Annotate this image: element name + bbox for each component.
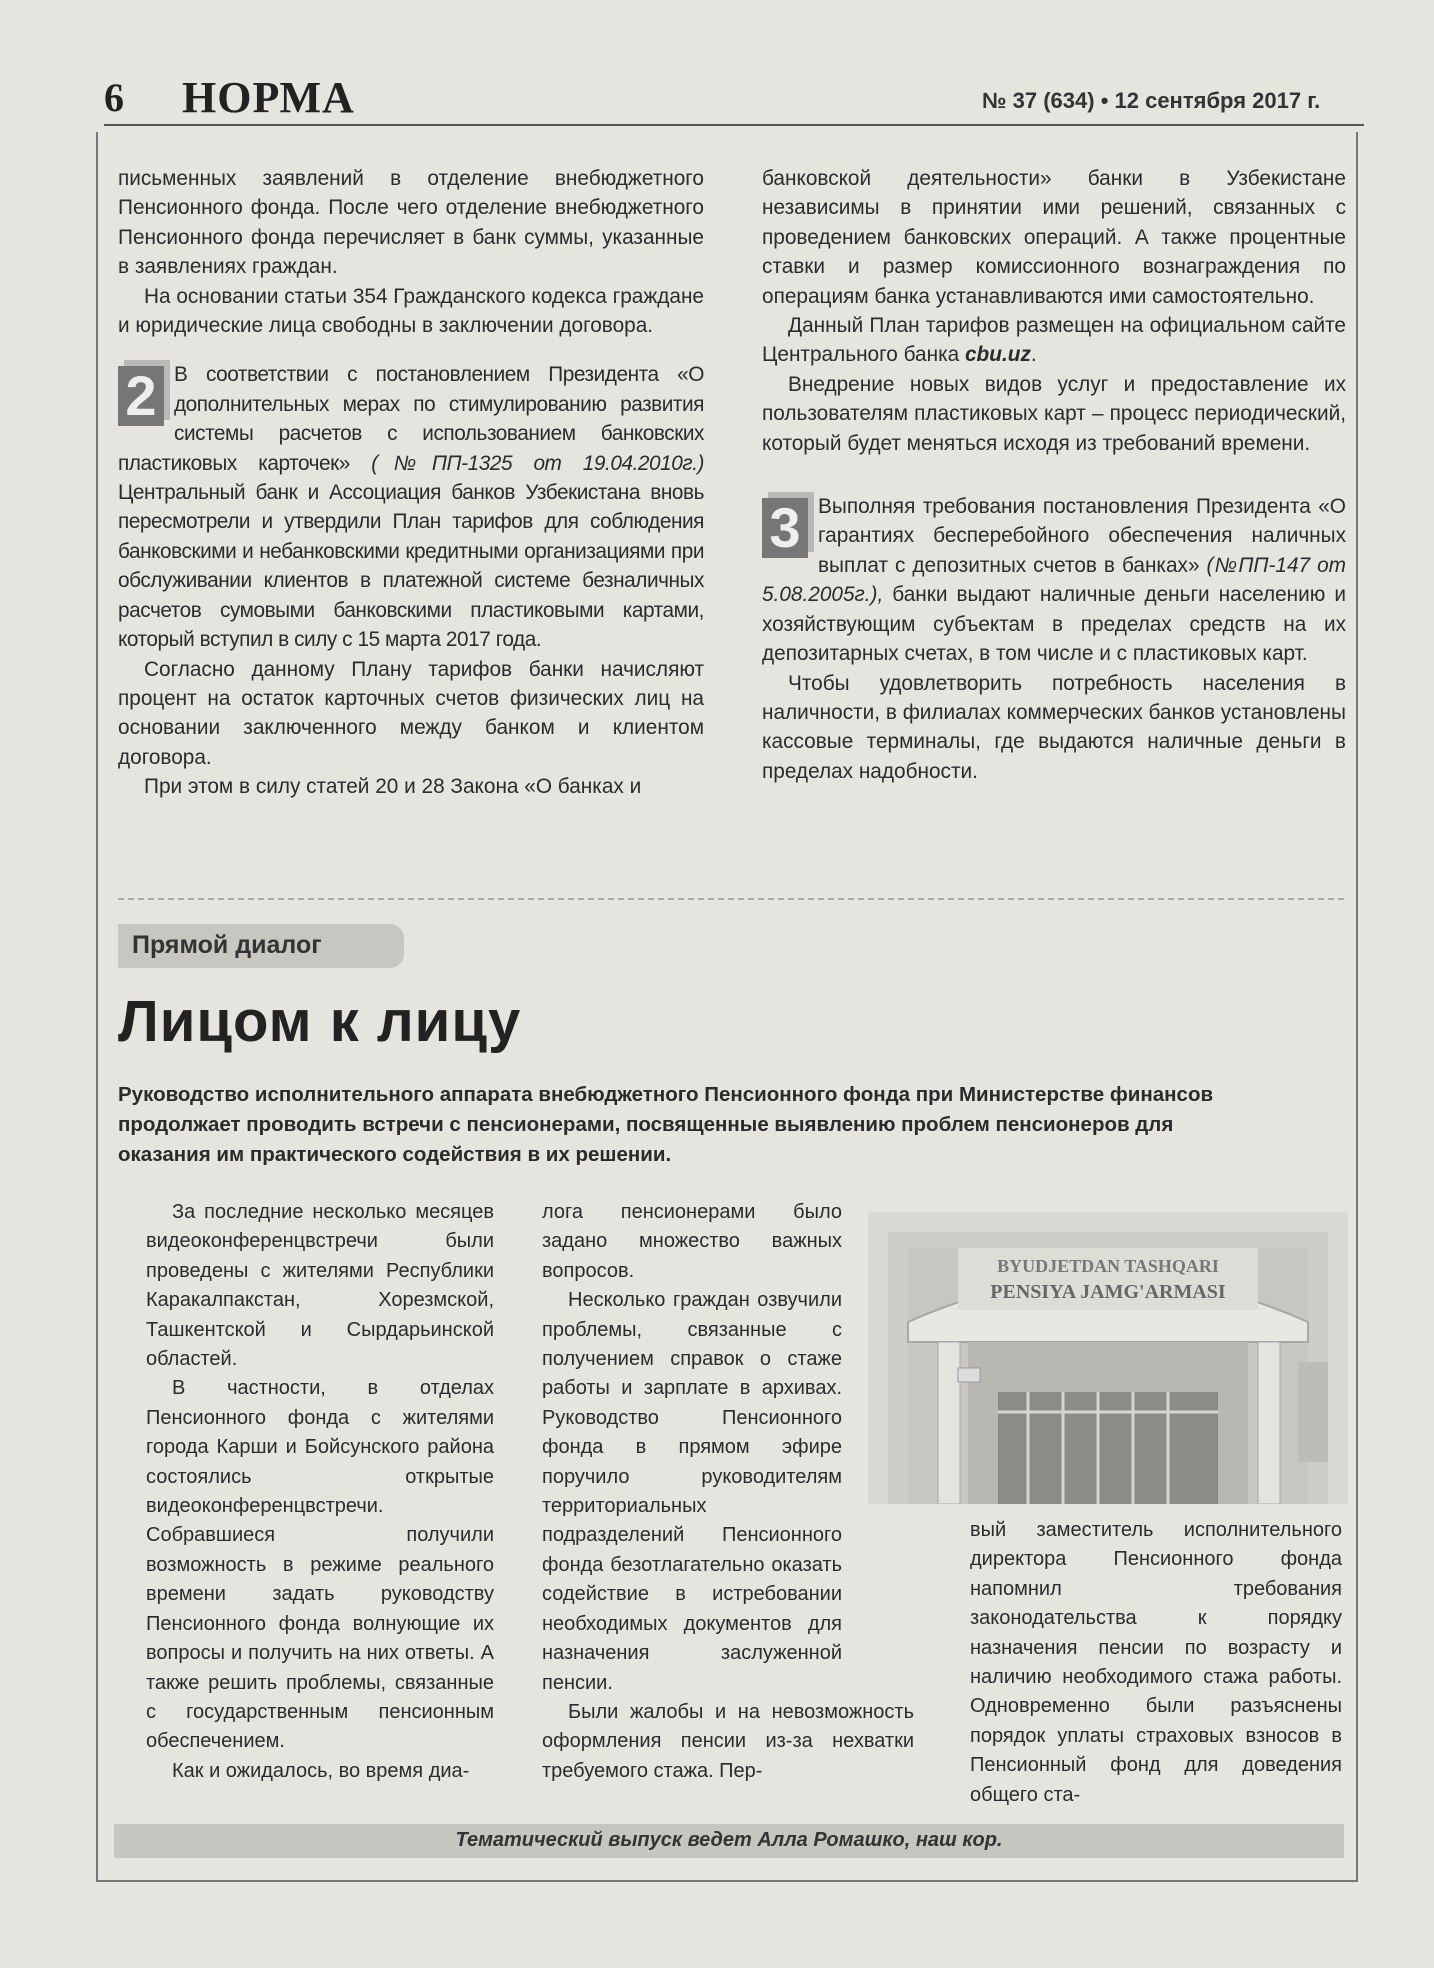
decree-reference: (№ПП-1325 от 19.04.2010г.): [371, 451, 704, 475]
section-divider: [118, 898, 1344, 900]
footer-credit: Тематический выпуск ведет Алла Ромашко, наш кор.: [455, 1829, 1003, 1851]
top-left-column: [118, 164, 704, 802]
paragraph: В частности, в отделах Пенсионного фонда с жителями города Карши и Бойсунского района состоялись открытые видеоконференцвстречи. Собравшиеся получили возможность в режиме реального времени задать руководству Пенсионного фонда волнующие их вопросы и получить на них ответы. А также решить проблемы, связанные с государственным пенсионным обеспечением.: [146, 1377, 494, 1753]
building-photo: [868, 1212, 1348, 1504]
paragraph: При этом в силу статей 20 и 28 Закона «О банках и: [144, 775, 642, 799]
paragraph: Несколько граждан озвучили проблемы, связанные с получением справок о стаже работы и зарплате в архивах. Руководство Пенсионного фонда в прямом эфире поручило руководителям территориальных подразделений Пенсионного фонда безотлагательно оказать содействие в истребовании необходимых документов для назначения заслуженной пенсии.: [542, 1289, 842, 1694]
page-number: 6: [104, 75, 124, 120]
newspaper-title: НОРМА: [182, 73, 355, 122]
rubric-label: Прямой диалог: [132, 931, 322, 959]
issue-info: № 37 (634) • 12 сентября 2017 г.: [982, 88, 1321, 113]
paragraph: Чтобы удовлетворить потребность населения в наличности, в филиалах коммерческих банков установлены кассовые терминалы, где выдаются наличные деньги в пределах надобности.: [762, 671, 1346, 783]
top-right-column: [762, 164, 1346, 786]
article-lead: Руководство исполнительного аппарата внебюджетного Пенсионного фонда при Министерстве финансов продолжает проводить встречи с пенсионерами, посвященные выявлению проблем пенсионеров для оказания им практического содействия в их решении.: [118, 1083, 1214, 1166]
paragraph: Внедрение новых видов услуг и предоставление их пользователям пластиковых карт – процесс периодический, который будет меняться исходя из требований времени.: [762, 372, 1346, 455]
section-3: [762, 492, 1346, 668]
paragraph: вый заместитель исполнительного директора Пенсионного фонда напомнил требования законодательства к порядку назначения пенсии по возрасту и наличию необходимого стажа работы. Одновременно были разъяснены порядок уплаты страховых взносов в Пенсионный фонд для доведения общего ста-: [970, 1519, 1342, 1806]
paragraph: банковской деятельности» банки в Узбекистане независимы в принятии ими решений, связанных с проведением банковских операций. А также процентные ставки и размер комиссионного вознаграждения по операциям банка устанавливаются ими самостоятельно.: [762, 167, 1346, 308]
website-link: cbu.uz: [964, 343, 1031, 367]
header-rule: [104, 124, 1364, 126]
section-2-text: В соответствии с постановлением Президента «О дополнительных мерах по стимулированию развития системы расчетов с использованием банковских пластиковых карточек» (№ПП-1325 от 19.04.2010г.) Центральный банк и Ассоциация банков Узбекистана вновь пересмотрели и утвердили План тарифов для соблюдения банковскими и небанковскими кредитными организациями при обслуживании клиентов в платежной системе безналичных расчетов сумовыми банковскими пластиковыми картами, который вступил в силу с 15 марта 2017 года.: [118, 363, 704, 652]
article-column-3: [970, 1516, 1342, 1810]
paragraph: Согласно данному Плану тарифов банки начисляют процент на остаток карточных счетов физических лиц на основании заключенного между банком и клиентом договора.: [118, 657, 704, 769]
paragraph: За последние несколько месяцев видеоконференцвстречи были проведены с жителями Республики Каракалпакстан, Хорезмской, Ташкентской и Сырдарьинской областей.: [146, 1201, 494, 1371]
paragraph: Данный План тарифов размещен на официальном сайте Центрального банка cbu.uz.: [762, 314, 1346, 367]
building-sign-top: BYUDJETDAN TASHQARI: [997, 1256, 1219, 1276]
article-headline: Лицом к лицу: [118, 989, 522, 1054]
paragraph: письменных заявлений в отделение внебюджетного Пенсионного фонда. После чего отделение внебюджетного Пенсионного фонда перечисляет в банк суммы, указанные в заявлениях граждан.: [118, 167, 704, 279]
decree-reference: (№ПП-147 от 5.08.2005г.),: [762, 553, 1346, 607]
paragraph: лога пенсионерами было задано множество важных вопросов.: [542, 1201, 842, 1282]
building-sign-main: PENSIYA JAMG'ARMASI: [990, 1281, 1226, 1303]
paragraph: Как и ожидалось, во время диа-: [172, 1759, 470, 1782]
article-column-2: [542, 1198, 914, 1786]
article-column-1: [146, 1198, 494, 1786]
footer-credit-bar: [114, 1824, 1344, 1858]
pension-fund-building-image: [868, 1212, 1348, 1504]
paragraph: На основании статьи 354 Гражданского кодекса граждане и юридические лица свободны в заключении договора.: [118, 284, 704, 338]
section-3-text: Выполняя требования постановления Президента «О гарантиях бесперебойного обеспечения наличных выплат с депозитных счетов в банках» (№ПП-147 от 5.08.2005г.), банки выдают наличные деньги населению и хозяйствующим субъектам в пределах средств на их депозитарных счетах, в том числе и с пластиковых карт.: [762, 495, 1346, 666]
section-number-badge: 2: [118, 366, 164, 426]
section-2: [118, 360, 704, 654]
section-number-badge: 3: [762, 498, 808, 558]
rubric-tab: [118, 924, 404, 968]
paragraph: Были жалобы и на невозможность оформления пенсии из-за нехватки требуемого стажа. Пер-: [542, 1700, 914, 1782]
